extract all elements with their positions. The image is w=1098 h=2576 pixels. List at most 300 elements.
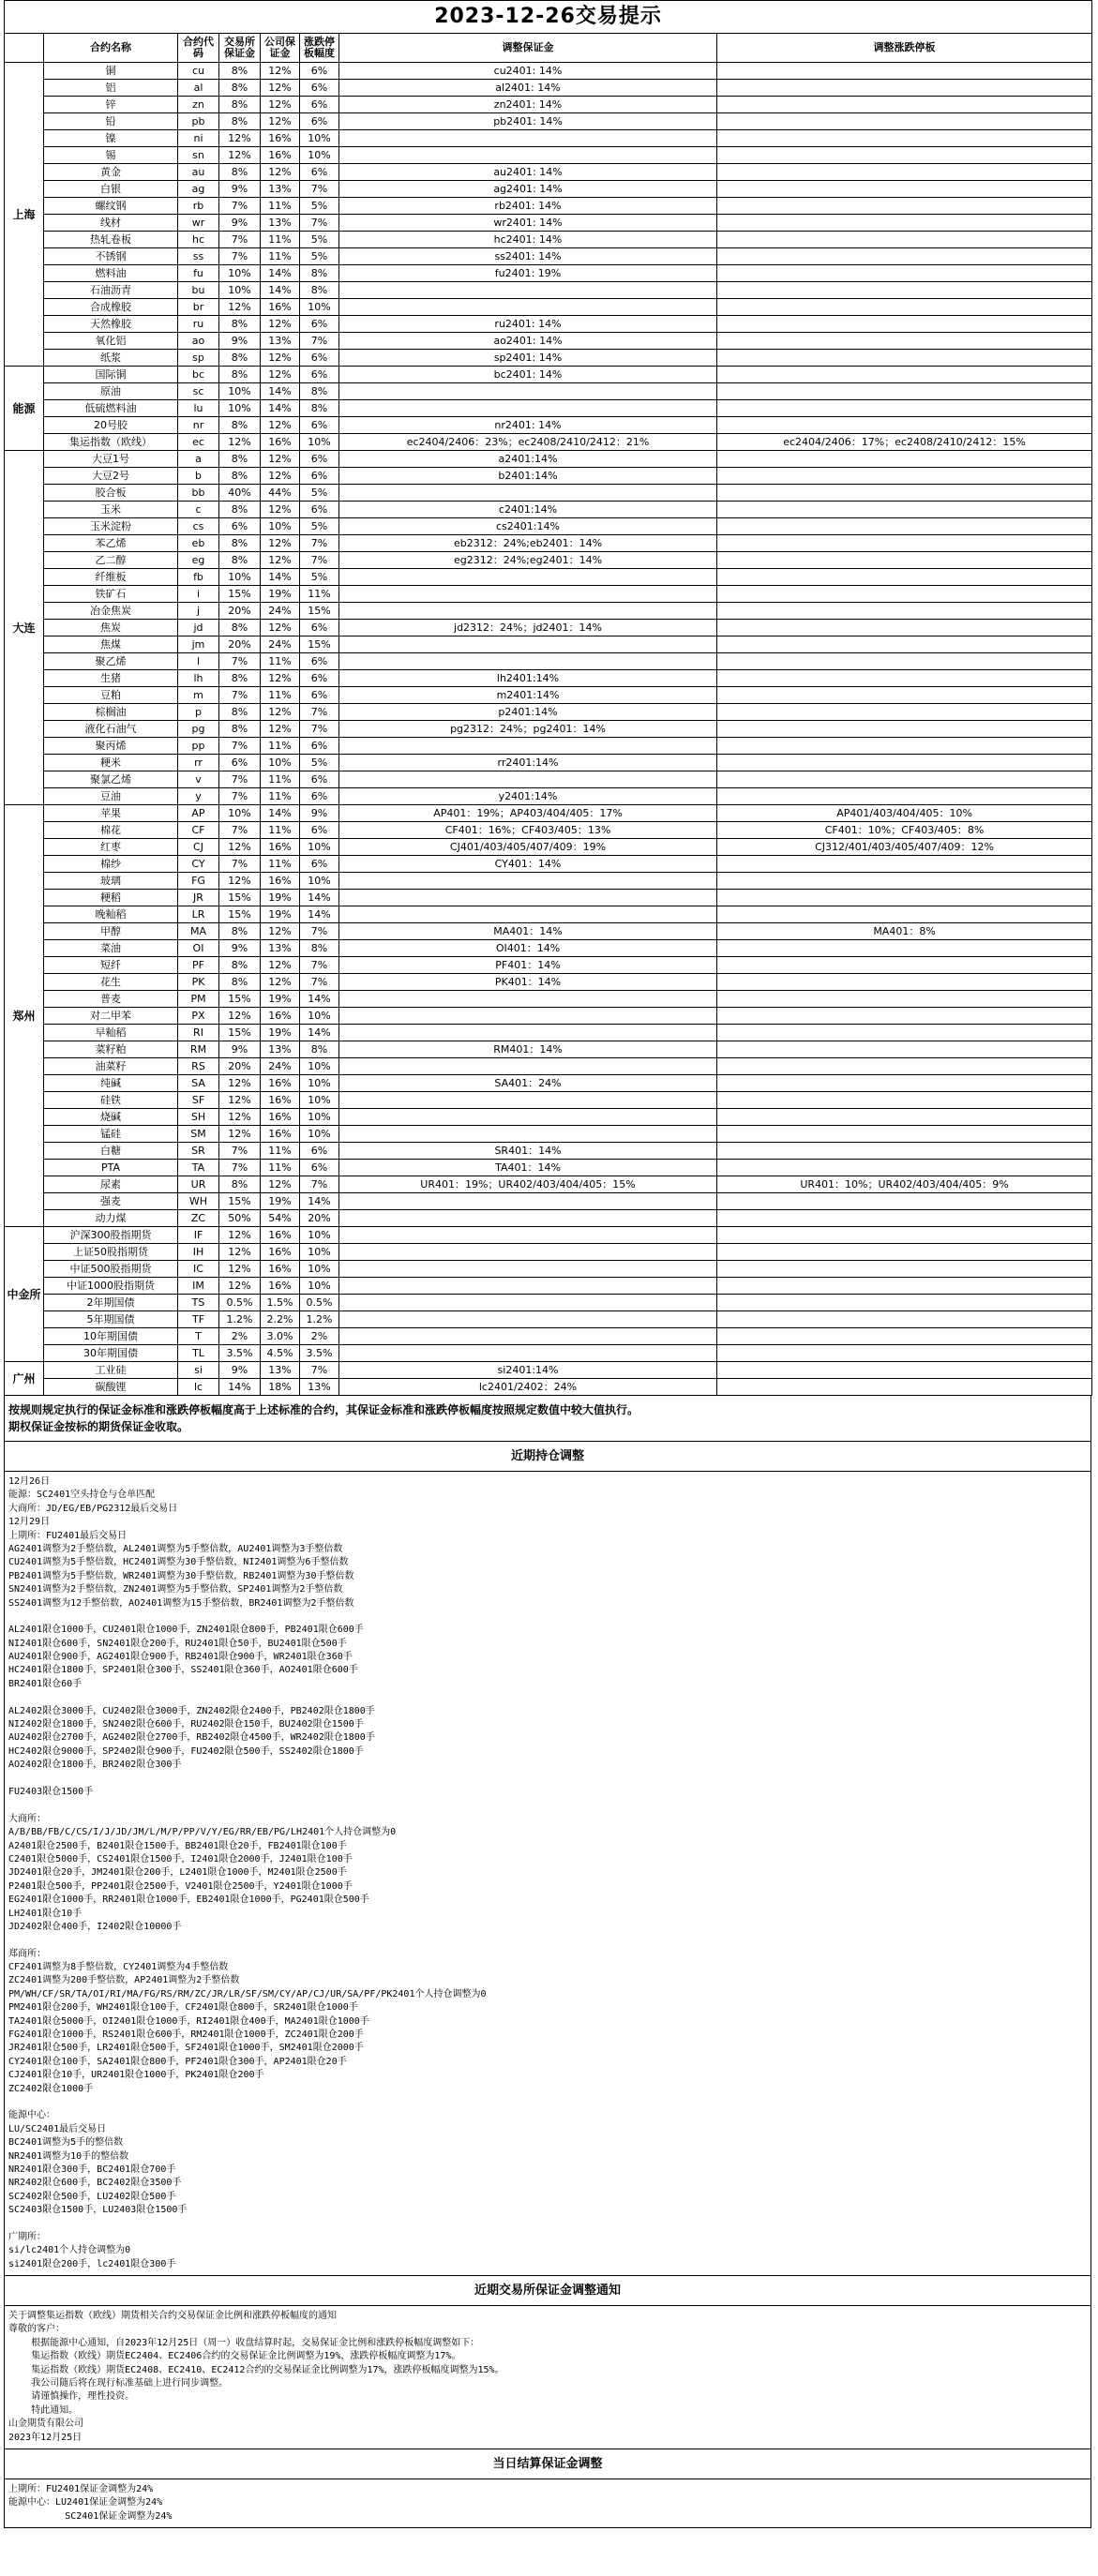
adjusted-margin-cell (339, 586, 717, 603)
position-adjustment-line: NI2402限仓1800手，SN2402限仓600手，RU2402限仓150手，BU2402限仓1500手 (8, 1719, 364, 1730)
company-margin-cell: 12% (261, 451, 300, 468)
adjusted-margin-cell: p2401:14% (339, 704, 717, 721)
adjusted-margin-cell: eg2312：24%;eg2401：14% (339, 552, 717, 569)
table-row (5, 1261, 1092, 1278)
table-row (5, 738, 1092, 755)
exchange-margin-cell: 0.5% (219, 1295, 261, 1311)
position-adjustment-line: AU2402限仓2700手，AG2402限仓2700手，RB2402限仓4500手，WR2402限仓1800手 (8, 1732, 375, 1744)
limit-range-cell: 7% (300, 215, 339, 232)
exchange-margin-cell: 7% (219, 856, 261, 873)
contract-name-cell: 氧化铝 (44, 333, 178, 350)
position-adjustment-line: FU2403限仓1500手 (8, 1786, 94, 1797)
table-row (5, 839, 1092, 856)
contract-code-cell: ec (178, 434, 219, 451)
limit-range-cell: 6% (300, 97, 339, 113)
company-margin-cell: 12% (261, 502, 300, 518)
position-adjustment-line: NR2401调整为10手的整倍数 (8, 2150, 129, 2162)
adjusted-limit-cell (717, 1160, 1092, 1176)
contract-name-cell: 纤维板 (44, 569, 178, 586)
table-row (5, 299, 1092, 316)
contract-code-cell: v (178, 771, 219, 788)
adjusted-limit-cell (717, 1345, 1092, 1362)
exchange-margin-cell: 12% (219, 299, 261, 316)
contract-code-cell: TS (178, 1295, 219, 1311)
position-adjustment-line: SC2402限仓500手，LU2402限仓500手 (8, 2191, 176, 2202)
limit-range-cell: 10% (300, 1227, 339, 1244)
position-adjustment-line: LU/SC2401最后交易日 (8, 2123, 107, 2134)
contract-code-cell: ag (178, 181, 219, 198)
table-row (5, 957, 1092, 974)
contract-code-cell: lh (178, 670, 219, 687)
limit-range-cell: 10% (300, 839, 339, 856)
adjusted-limit-cell (717, 603, 1092, 620)
contract-name-cell: 玉米淀粉 (44, 518, 178, 535)
contract-name-cell: 聚氯乙烯 (44, 771, 178, 788)
adjusted-margin-cell (339, 1328, 717, 1345)
page-title: 2023-12-26交易提示 (5, 1, 1092, 34)
limit-range-cell: 7% (300, 552, 339, 569)
adjusted-margin-cell (339, 147, 717, 164)
adjusted-limit-cell (717, 502, 1092, 518)
contract-name-cell: 热轧卷板 (44, 232, 178, 248)
adjusted-margin-cell: jd2312：24%；jd2401：14% (339, 620, 717, 637)
contract-code-cell: AP (178, 805, 219, 822)
adjusted-limit-cell (717, 1008, 1092, 1025)
exchange-margin-cell: 8% (219, 552, 261, 569)
company-margin-cell: 16% (261, 434, 300, 451)
position-adjustment-line: 上期所：FU2401最后交易日 (8, 1530, 128, 1541)
table-row (5, 1143, 1092, 1160)
adjusted-limit-cell: UR401：10%；UR402/403/404/405：9% (717, 1176, 1092, 1193)
position-adjustments-block (4, 1472, 1091, 2276)
adjusted-limit-cell (717, 1210, 1092, 1227)
company-margin-cell: 14% (261, 265, 300, 282)
table-row (5, 130, 1092, 147)
adjusted-margin-cell (339, 383, 717, 400)
limit-range-cell: 7% (300, 1362, 339, 1379)
position-adjustment-line: 大商所：JD/EG/EB/PG2312最后交易日 (8, 1503, 178, 1514)
exchange-margin-cell: 12% (219, 839, 261, 856)
company-margin-cell: 13% (261, 333, 300, 350)
position-adjustment-line: P2401限仓500手，PP2401限仓2500手，V2401限仓2500手，Y2401限仓1000手 (8, 1880, 353, 1892)
adjusted-limit-cell (717, 1025, 1092, 1041)
position-adjustment-line: HC2401限仓1800手，SP2401限仓300手，SS2401限仓360手，AO2401限仓600手 (8, 1665, 358, 1676)
contract-name-cell: 甲醇 (44, 923, 178, 940)
contract-name-cell: 碳酸锂 (44, 1379, 178, 1396)
company-margin-cell: 12% (261, 923, 300, 940)
position-adjustment-line: C2401限仓5000手，CS2401限仓1500手，I2401限仓2000手，J2401限仓100手 (8, 1853, 353, 1865)
contract-code-cell: bb (178, 485, 219, 502)
exchange-margin-cell: 8% (219, 721, 261, 738)
adjusted-margin-cell (339, 569, 717, 586)
table-row (5, 670, 1092, 687)
contract-name-cell: 中证500股指期货 (44, 1261, 178, 1278)
header-limit-range: 涨跌停板幅度 (300, 34, 339, 63)
exchange-name-cell: 能源 (5, 367, 44, 451)
adjusted-limit-cell (717, 198, 1092, 215)
notice-line: 根据能源中心通知，自2023年12月25日（周一）收盘结算时起，交易保证金比例和涨跌停板幅度调整如下： (8, 2337, 480, 2348)
contract-name-cell: 原油 (44, 383, 178, 400)
limit-range-cell: 5% (300, 198, 339, 215)
limit-range-cell: 7% (300, 704, 339, 721)
adjusted-margin-cell (339, 1227, 717, 1244)
adjusted-margin-cell: al2401: 14% (339, 80, 717, 97)
position-adjustment-line: AL2401限仓1000手，CU2401限仓1000手，ZN2401限仓800手，PB2401限仓600手 (8, 1625, 364, 1636)
exchange-margin-cell: 12% (219, 1075, 261, 1092)
limit-range-cell: 7% (300, 333, 339, 350)
table-row (5, 1193, 1092, 1210)
contract-code-cell: jd (178, 620, 219, 637)
table-row (5, 1295, 1092, 1311)
table-row (5, 1345, 1092, 1362)
adjusted-limit-cell: CF401：10%；CF403/405：8% (717, 822, 1092, 839)
limit-range-cell: 10% (300, 1278, 339, 1295)
adjusted-limit-cell (717, 1058, 1092, 1075)
contract-code-cell: ZC (178, 1210, 219, 1227)
exchange-margin-cell: 15% (219, 906, 261, 923)
adjusted-limit-cell (717, 721, 1092, 738)
position-adjustment-line (8, 1934, 1087, 1947)
adjusted-margin-cell (339, 1261, 717, 1278)
adjusted-margin-cell: c2401:14% (339, 502, 717, 518)
company-margin-cell: 16% (261, 1227, 300, 1244)
company-margin-cell: 14% (261, 569, 300, 586)
exchange-margin-cell: 8% (219, 704, 261, 721)
notice-line: 我公司随后将在现行标准基础上进行同步调整。 (8, 2378, 229, 2389)
position-adjustment-line (8, 1773, 1087, 1786)
contract-name-cell: 线材 (44, 215, 178, 232)
company-margin-cell: 12% (261, 80, 300, 97)
table-row (5, 704, 1092, 721)
position-adjustment-line: EG2401限仓1000手，RR2401限仓1000手，EB2401限仓1000手，PG2401限仓500手 (8, 1895, 369, 1906)
adjusted-margin-cell (339, 1126, 717, 1143)
contract-code-cell: pb (178, 113, 219, 130)
contract-code-cell: WH (178, 1193, 219, 1210)
company-margin-cell: 12% (261, 535, 300, 552)
exchange-margin-cell: 8% (219, 1176, 261, 1193)
notice-line: 尊敬的客户： (8, 2324, 65, 2335)
contract-code-cell: RM (178, 1041, 219, 1058)
adjusted-margin-cell (339, 299, 717, 316)
table-row (5, 97, 1092, 113)
limit-range-cell: 10% (300, 1092, 339, 1109)
position-adjustment-line (8, 2217, 1087, 2230)
contract-name-cell: 尿素 (44, 1176, 178, 1193)
table-row (5, 113, 1092, 130)
limit-range-cell: 7% (300, 721, 339, 738)
contract-code-cell: CJ (178, 839, 219, 856)
limit-range-cell: 1.2% (300, 1311, 339, 1328)
adjusted-limit-cell (717, 873, 1092, 890)
contract-name-cell: 国际铜 (44, 367, 178, 383)
company-margin-cell: 16% (261, 1008, 300, 1025)
limit-range-cell: 6% (300, 80, 339, 97)
company-margin-cell: 16% (261, 1092, 300, 1109)
exchange-margin-cell: 50% (219, 1210, 261, 1227)
exchange-margin-cell: 8% (219, 468, 261, 485)
contract-name-cell: 粳米 (44, 755, 178, 771)
contract-code-cell: sn (178, 147, 219, 164)
contract-code-cell: RS (178, 1058, 219, 1075)
exchange-margin-cell: 8% (219, 502, 261, 518)
contract-code-cell: eb (178, 535, 219, 552)
company-margin-cell: 11% (261, 198, 300, 215)
adjusted-limit-cell (717, 248, 1092, 265)
adjusted-limit-cell (717, 299, 1092, 316)
company-margin-cell: 13% (261, 215, 300, 232)
limit-range-cell: 20% (300, 1210, 339, 1227)
position-adjustment-line (8, 2096, 1087, 2109)
limit-range-cell: 10% (300, 1075, 339, 1092)
exchange-margin-cell: 6% (219, 518, 261, 535)
company-margin-cell: 12% (261, 417, 300, 434)
contract-name-cell: 苯乙烯 (44, 535, 178, 552)
company-margin-cell: 19% (261, 991, 300, 1008)
position-adjustment-line: CY2401限仓100手，SA2401限仓800手，PF2401限仓300手，AP2401限仓20手 (8, 2056, 347, 2067)
exchange-margin-cell: 7% (219, 822, 261, 839)
position-adjustment-line: PM2401限仓200手，WH2401限仓100手，CF2401限仓800手，SR2401限仓1000手 (8, 2002, 358, 2014)
exchange-margin-cell: 9% (219, 1041, 261, 1058)
company-margin-cell: 3.0% (261, 1328, 300, 1345)
adjusted-margin-cell: PK401：14% (339, 974, 717, 991)
company-margin-cell: 12% (261, 670, 300, 687)
exchange-margin-cell: 8% (219, 957, 261, 974)
contract-code-cell: cs (178, 518, 219, 535)
limit-range-cell: 7% (300, 1176, 339, 1193)
adjusted-margin-cell: PF401：14% (339, 957, 717, 974)
adjusted-limit-cell (717, 974, 1092, 991)
table-row (5, 502, 1092, 518)
adjusted-limit-cell (717, 417, 1092, 434)
adjusted-margin-cell: SR401：14% (339, 1143, 717, 1160)
position-adjustment-line: HC2402限仓9000手，SP2402限仓900手，FU2402限仓500手，SS2402限仓1800手 (8, 1745, 364, 1757)
company-margin-cell: 12% (261, 721, 300, 738)
contract-name-cell: 燃料油 (44, 265, 178, 282)
contract-name-cell: 普麦 (44, 991, 178, 1008)
contract-name-cell: 沪深300股指期货 (44, 1227, 178, 1244)
limit-range-cell: 8% (300, 265, 339, 282)
position-adjustment-line: LH2401限仓10手 (8, 1908, 83, 1919)
contract-name-cell: 菜油 (44, 940, 178, 957)
limit-range-cell: 7% (300, 974, 339, 991)
limit-range-cell: 10% (300, 130, 339, 147)
position-adjustment-line: CJ2401限仓10手，UR2401限仓1000手，PK2401限仓200手 (8, 2070, 264, 2081)
table-row (5, 687, 1092, 704)
adjusted-limit-cell (717, 1311, 1092, 1328)
company-margin-cell: 14% (261, 805, 300, 822)
adjusted-margin-cell (339, 1295, 717, 1311)
limit-range-cell: 6% (300, 164, 339, 181)
adjusted-margin-cell: lh2401:14% (339, 670, 717, 687)
contract-name-cell: 铅 (44, 113, 178, 130)
contract-name-cell: 硅铁 (44, 1092, 178, 1109)
table-row (5, 248, 1092, 265)
contract-code-cell: au (178, 164, 219, 181)
table-row (5, 468, 1092, 485)
contract-name-cell: 花生 (44, 974, 178, 991)
adjusted-margin-cell: si2401:14% (339, 1362, 717, 1379)
position-adjustment-line: FG2401限仓1000手，RS2401限仓600手，RM2401限仓1000手，ZC2401限仓200手 (8, 2029, 364, 2041)
limit-range-cell: 8% (300, 282, 339, 299)
limit-range-cell: 6% (300, 788, 339, 805)
position-adjustment-line: PM/WH/CF/SR/TA/OI/RI/MA/FG/RS/RM/ZC/JR/LR/SF/SM/CY/AP/CJ/UR/SA/PF/PK2401个人持仓调整为0 (8, 1988, 487, 1999)
position-adjustment-line: 能源中心： (8, 2110, 55, 2121)
position-adjustment-line: JD2401限仓20手，JM2401限仓200手，L2401限仓1000手，M2401限仓2500手 (8, 1867, 347, 1879)
limit-range-cell: 6% (300, 1143, 339, 1160)
adjusted-limit-cell (717, 1126, 1092, 1143)
contract-code-cell: p (178, 704, 219, 721)
exchange-margin-cell: 8% (219, 974, 261, 991)
limit-range-cell: 10% (300, 1244, 339, 1261)
header-adjusted-margin: 调整保证金 (339, 34, 717, 63)
position-adjustment-line: 广期所： (8, 2231, 46, 2242)
limit-range-cell: 15% (300, 603, 339, 620)
contract-name-cell: 短纤 (44, 957, 178, 974)
adjusted-margin-cell (339, 1092, 717, 1109)
company-margin-cell: 19% (261, 1025, 300, 1041)
table-row (5, 653, 1092, 670)
position-adjustment-line: ZC2401调整为200手整倍数，AP2401调整为2手整倍数 (8, 1975, 240, 1986)
adjusted-margin-cell: rr2401:14% (339, 755, 717, 771)
adjusted-margin-cell (339, 1244, 717, 1261)
adjusted-margin-cell: TA401：14% (339, 1160, 717, 1176)
contract-code-cell: hc (178, 232, 219, 248)
adjusted-margin-cell: CJ401/403/405/407/409：19% (339, 839, 717, 856)
contract-code-cell: sp (178, 350, 219, 367)
adjusted-limit-cell (717, 653, 1092, 670)
position-adjustment-line: 郑商所： (8, 1948, 46, 1959)
adjusted-limit-cell (717, 1109, 1092, 1126)
adjusted-margin-cell: ru2401: 14% (339, 316, 717, 333)
table-row (5, 1328, 1092, 1345)
contract-code-cell: IF (178, 1227, 219, 1244)
adjusted-limit-cell: AP401/403/404/405：10% (717, 805, 1092, 822)
company-margin-cell: 19% (261, 906, 300, 923)
adjusted-limit-cell (717, 1328, 1092, 1345)
table-row (5, 603, 1092, 620)
adjusted-margin-cell: RM401：14% (339, 1041, 717, 1058)
limit-range-cell: 5% (300, 248, 339, 265)
company-margin-cell: 12% (261, 63, 300, 80)
adjusted-limit-cell (717, 940, 1092, 957)
table-row (5, 80, 1092, 97)
adjusted-limit-cell (717, 670, 1092, 687)
contract-name-cell: 对二甲苯 (44, 1008, 178, 1025)
adjusted-limit-cell (717, 991, 1092, 1008)
limit-range-cell: 6% (300, 738, 339, 755)
contract-code-cell: PM (178, 991, 219, 1008)
limit-range-cell: 6% (300, 502, 339, 518)
table-row (5, 316, 1092, 333)
adjusted-margin-cell: fu2401: 19% (339, 265, 717, 282)
adjusted-limit-cell (717, 215, 1092, 232)
table-row (5, 1092, 1092, 1109)
contract-code-cell: zn (178, 97, 219, 113)
limit-range-cell: 11% (300, 586, 339, 603)
adjusted-margin-cell: nr2401: 14% (339, 417, 717, 434)
adjusted-margin-cell: CY401：14% (339, 856, 717, 873)
company-margin-cell: 13% (261, 1362, 300, 1379)
contract-code-cell: b (178, 468, 219, 485)
contract-name-cell: 30年期国债 (44, 1345, 178, 1362)
limit-range-cell: 14% (300, 890, 339, 906)
contract-code-cell: lc (178, 1379, 219, 1396)
section-title-settlement-margin: 当日结算保证金调整 (4, 2449, 1091, 2479)
table-row (5, 569, 1092, 586)
adjusted-margin-cell: ss2401: 14% (339, 248, 717, 265)
contract-code-cell: bu (178, 282, 219, 299)
contract-code-cell: IM (178, 1278, 219, 1295)
contract-name-cell: 动力煤 (44, 1210, 178, 1227)
position-adjustment-line: TA2401限仓5000手，OI2401限仓1000手，RI2401限仓400手，MA2401限仓1000手 (8, 2015, 369, 2027)
limit-range-cell: 6% (300, 63, 339, 80)
exchange-margin-cell: 7% (219, 687, 261, 704)
company-margin-cell: 12% (261, 620, 300, 637)
adjusted-margin-cell: pb2401: 14% (339, 113, 717, 130)
exchange-margin-cell: 10% (219, 265, 261, 282)
adjusted-margin-cell: UR401：19%；UR402/403/404/405：15% (339, 1176, 717, 1193)
adjusted-margin-cell (339, 485, 717, 502)
adjusted-margin-cell (339, 400, 717, 417)
contract-name-cell: 苹果 (44, 805, 178, 822)
table-row (5, 637, 1092, 653)
table-row (5, 1311, 1092, 1328)
limit-range-cell: 6% (300, 113, 339, 130)
table-row (5, 552, 1092, 569)
adjusted-limit-cell (717, 451, 1092, 468)
position-adjustment-line: A2401限仓2500手，B2401限仓1500手，BB2401限仓20手，FB2401限仓100手 (8, 1840, 347, 1851)
table-row (5, 535, 1092, 552)
adjusted-limit-cell (717, 1362, 1092, 1379)
company-margin-cell: 12% (261, 350, 300, 367)
table-row (5, 805, 1092, 822)
contract-code-cell: cu (178, 63, 219, 80)
table-row (5, 1379, 1092, 1396)
company-margin-cell: 11% (261, 1143, 300, 1160)
adjusted-limit-cell (717, 890, 1092, 906)
position-adjustment-line: A/B/BB/FB/C/CS/I/J/JD/JM/L/M/P/PP/V/Y/EG/RR/EB/PG/LH2401个人持仓调整为0 (8, 1827, 397, 1838)
exchange-margin-cell: 12% (219, 147, 261, 164)
adjusted-limit-cell: MA401：8% (717, 923, 1092, 940)
contract-code-cell: i (178, 586, 219, 603)
contract-name-cell: 锰硅 (44, 1126, 178, 1143)
contract-name-cell: 冶金焦炭 (44, 603, 178, 620)
limit-range-cell: 10% (300, 299, 339, 316)
contract-name-cell: 工业硅 (44, 1362, 178, 1379)
adjusted-limit-cell (717, 63, 1092, 80)
exchange-name-cell: 郑州 (5, 805, 44, 1227)
adjusted-margin-cell (339, 130, 717, 147)
exchange-margin-cell: 12% (219, 1278, 261, 1295)
exchange-margin-cell: 8% (219, 367, 261, 383)
company-margin-cell: 14% (261, 400, 300, 417)
contract-name-cell: 镍 (44, 130, 178, 147)
adjusted-limit-cell (717, 400, 1092, 417)
exchange-margin-cell: 15% (219, 890, 261, 906)
position-adjustment-line: si/lc2401个人持仓调整为0 (8, 2245, 131, 2256)
contract-name-cell: 豆油 (44, 788, 178, 805)
limit-range-cell: 6% (300, 1160, 339, 1176)
table-row (5, 215, 1092, 232)
limit-range-cell: 14% (300, 906, 339, 923)
contract-code-cell: LR (178, 906, 219, 923)
table-row (5, 232, 1092, 248)
company-margin-cell: 19% (261, 890, 300, 906)
table-row (5, 856, 1092, 873)
company-margin-cell: 19% (261, 586, 300, 603)
exchange-margin-cell: 12% (219, 130, 261, 147)
adjusted-margin-cell (339, 890, 717, 906)
